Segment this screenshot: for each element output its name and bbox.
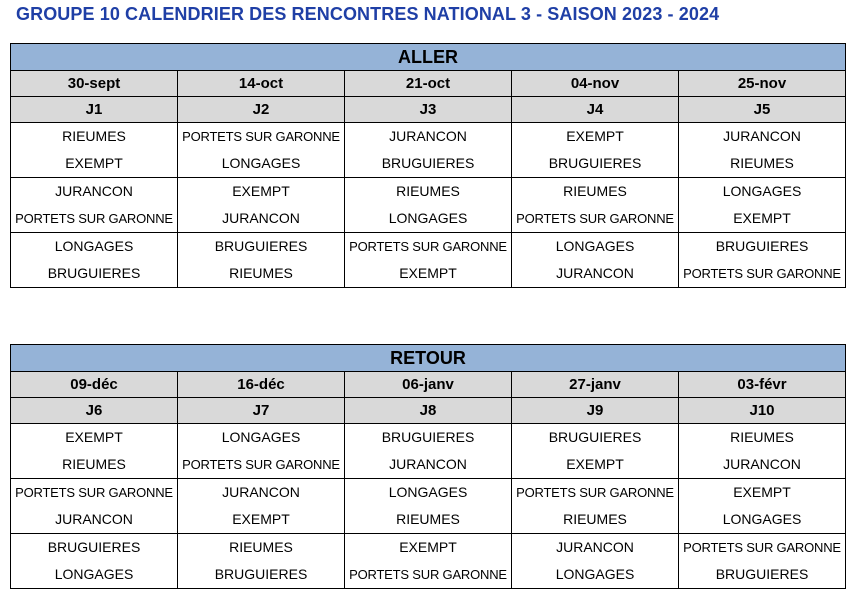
home-team: PORTETS SUR GARONNE — [15, 485, 173, 500]
home-team: BRUGUIERES — [548, 429, 642, 445]
match-cell — [178, 479, 345, 534]
retour-table — [10, 344, 846, 589]
match-cell — [178, 233, 345, 288]
match-cell — [11, 424, 178, 479]
home-team: RIEUMES — [229, 539, 293, 555]
home-team: BRUGUIERES — [214, 238, 308, 254]
match-cell — [345, 424, 512, 479]
away-team: BRUGUIERES — [47, 265, 141, 281]
match-cell — [345, 123, 512, 178]
match-cell — [11, 178, 178, 233]
away-team: BRUGUIERES — [548, 155, 642, 171]
match-cell — [512, 178, 679, 233]
match-row — [11, 534, 846, 589]
round-label: J4 — [512, 97, 679, 123]
match-cell — [679, 123, 846, 178]
aller-table — [10, 43, 846, 288]
away-team: RIEUMES — [396, 511, 460, 527]
round-label: J8 — [345, 398, 512, 424]
match-cell — [345, 178, 512, 233]
round-label: J7 — [178, 398, 345, 424]
away-team: JURANCON — [556, 265, 634, 281]
match-date: 27-janv — [512, 372, 679, 398]
match-date: 21-oct — [345, 71, 512, 97]
away-team: PORTETS SUR GARONNE — [683, 266, 841, 281]
home-team: JURANCON — [222, 484, 300, 500]
away-team: JURANCON — [55, 511, 133, 527]
match-row — [11, 123, 846, 178]
round-label: J2 — [178, 97, 345, 123]
away-team: RIEUMES — [229, 265, 293, 281]
match-cell — [679, 534, 846, 589]
away-team: JURANCON — [222, 210, 300, 226]
match-row — [11, 479, 846, 534]
match-cell — [512, 123, 679, 178]
away-team: PORTETS SUR GARONNE — [15, 211, 173, 226]
match-date: 16-déc — [178, 372, 345, 398]
home-team: RIEUMES — [396, 183, 460, 199]
match-cell — [679, 424, 846, 479]
round-label: J6 — [11, 398, 178, 424]
away-team: LONGAGES — [722, 511, 802, 527]
match-cell — [11, 479, 178, 534]
match-cell — [512, 424, 679, 479]
retour-header: RETOUR — [11, 345, 846, 372]
away-team: PORTETS SUR GARONNE — [349, 567, 507, 582]
home-team: RIEUMES — [563, 183, 627, 199]
match-date: 04-nov — [512, 71, 679, 97]
away-team: EXEMPT — [733, 210, 791, 226]
home-team: JURANCON — [556, 539, 634, 555]
home-team: LONGAGES — [388, 484, 468, 500]
home-team: JURANCON — [389, 128, 467, 144]
home-team: LONGAGES — [54, 238, 134, 254]
match-cell — [178, 534, 345, 589]
match-cell — [679, 178, 846, 233]
home-team: JURANCON — [723, 128, 801, 144]
round-label: J3 — [345, 97, 512, 123]
match-date: 25-nov — [679, 71, 846, 97]
home-team: EXEMPT — [399, 539, 457, 555]
away-team: BRUGUIERES — [715, 566, 809, 582]
match-cell — [345, 534, 512, 589]
match-cell — [11, 233, 178, 288]
home-team: BRUGUIERES — [47, 539, 141, 555]
home-team: EXEMPT — [733, 484, 791, 500]
home-team: RIEUMES — [730, 429, 794, 445]
away-team: PORTETS SUR GARONNE — [182, 457, 340, 472]
round-label: J1 — [11, 97, 178, 123]
away-team: EXEMPT — [566, 456, 624, 472]
match-cell — [512, 233, 679, 288]
away-team: BRUGUIERES — [381, 155, 475, 171]
away-team: EXEMPT — [232, 511, 290, 527]
match-cell — [178, 424, 345, 479]
away-team: LONGAGES — [388, 210, 468, 226]
home-team: EXEMPT — [566, 128, 624, 144]
match-date: 30-sept — [11, 71, 178, 97]
away-team: EXEMPT — [65, 155, 123, 171]
match-cell — [679, 233, 846, 288]
match-date: 09-déc — [11, 372, 178, 398]
away-team: PORTETS SUR GARONNE — [516, 211, 674, 226]
round-label: J9 — [512, 398, 679, 424]
home-team: RIEUMES — [62, 128, 126, 144]
away-team: LONGAGES — [555, 566, 635, 582]
match-cell — [345, 479, 512, 534]
home-team: EXEMPT — [232, 183, 290, 199]
home-team: LONGAGES — [221, 429, 301, 445]
home-team: LONGAGES — [555, 238, 635, 254]
away-team: RIEUMES — [563, 511, 627, 527]
match-cell — [512, 534, 679, 589]
match-date: 14-oct — [178, 71, 345, 97]
match-cell — [679, 479, 846, 534]
round-label: J5 — [679, 97, 846, 123]
match-cell — [345, 233, 512, 288]
away-team: JURANCON — [389, 456, 467, 472]
away-team: RIEUMES — [62, 456, 126, 472]
home-team: EXEMPT — [65, 429, 123, 445]
home-team: LONGAGES — [722, 183, 802, 199]
aller-header: ALLER — [11, 44, 846, 71]
round-label: J10 — [679, 398, 846, 424]
match-cell — [11, 534, 178, 589]
home-team: BRUGUIERES — [715, 238, 809, 254]
home-team: PORTETS SUR GARONNE — [683, 540, 841, 555]
home-team: PORTETS SUR GARONNE — [516, 485, 674, 500]
match-row — [11, 178, 846, 233]
page-title: GROUPE 10 CALENDRIER DES RENCONTRES NATIONAL 3 - SAISON 2023 - 2024 — [16, 4, 720, 24]
away-team: JURANCON — [723, 456, 801, 472]
away-team: RIEUMES — [730, 155, 794, 171]
match-cell — [178, 178, 345, 233]
match-cell — [178, 123, 345, 178]
away-team: LONGAGES — [54, 566, 134, 582]
away-team: LONGAGES — [221, 155, 301, 171]
match-cell — [11, 123, 178, 178]
match-date: 06-janv — [345, 372, 512, 398]
away-team: EXEMPT — [399, 265, 457, 281]
home-team: PORTETS SUR GARONNE — [349, 239, 507, 254]
match-row — [11, 424, 846, 479]
home-team: JURANCON — [55, 183, 133, 199]
match-date: 03-févr — [679, 372, 846, 398]
match-row — [11, 233, 846, 288]
match-cell — [512, 479, 679, 534]
away-team: BRUGUIERES — [214, 566, 308, 582]
home-team: PORTETS SUR GARONNE — [182, 129, 340, 144]
home-team: BRUGUIERES — [381, 429, 475, 445]
